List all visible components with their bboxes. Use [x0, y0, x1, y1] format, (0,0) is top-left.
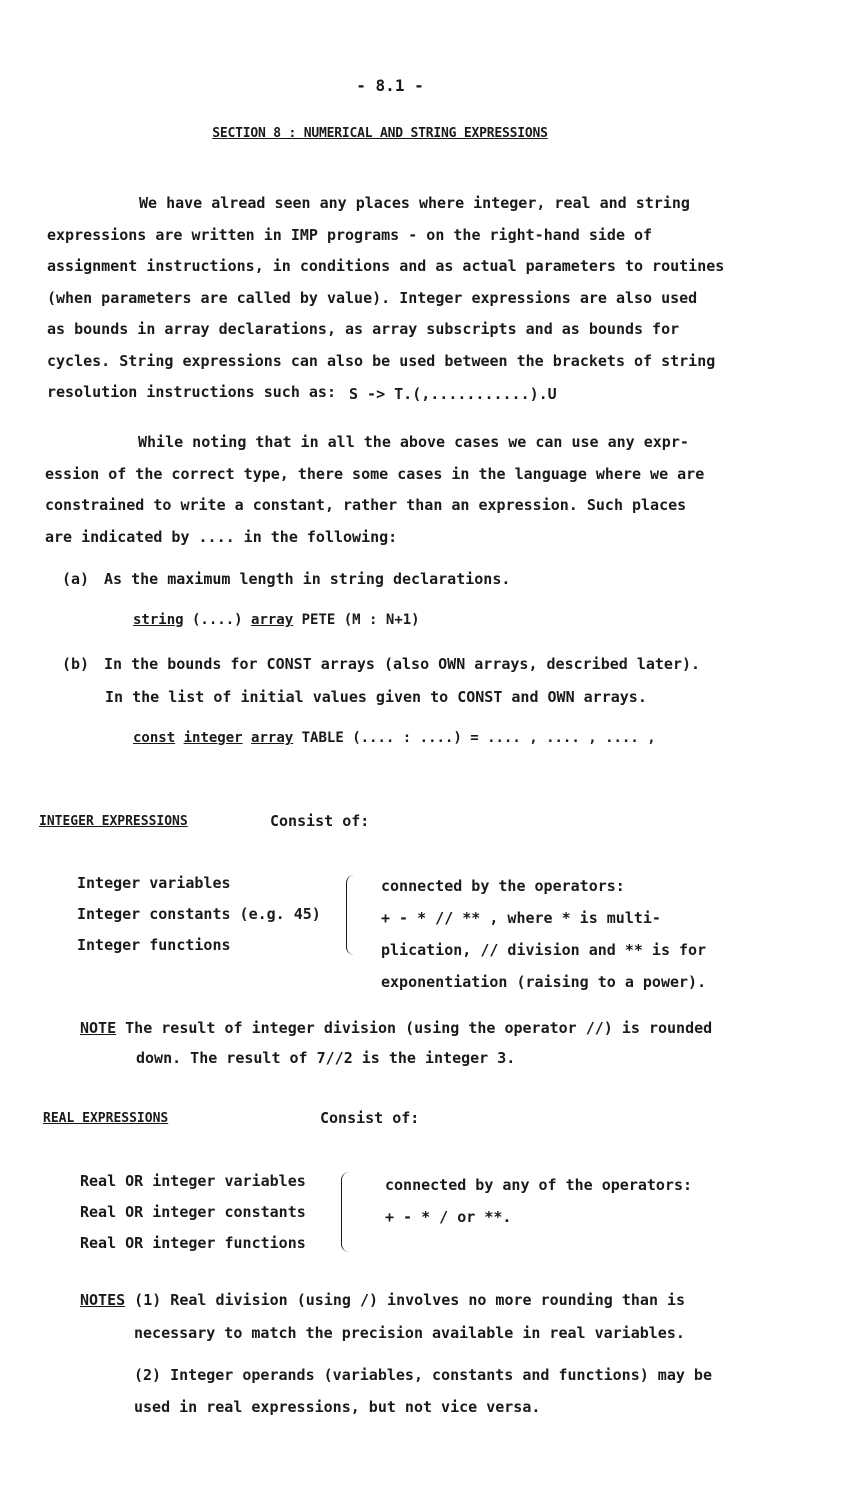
- case-b-label: (b): [62, 655, 90, 673]
- real-operands: [80, 1166, 306, 1259]
- integer-brace: [346, 875, 357, 955]
- case-b-text-2: In the list of initial values given to CONST and OWN arrays.: [105, 688, 647, 706]
- intro-line: resolution instructions such as:: [47, 383, 336, 401]
- real-operand: Real OR integer variables: [80, 1172, 306, 1190]
- case-a-label: (a): [62, 570, 90, 588]
- real-operator-line: connected by any of the operators:: [385, 1176, 693, 1194]
- constant-line: While noting that in all the above cases we can use any expr-: [138, 433, 689, 451]
- keyword-array: array: [251, 612, 294, 628]
- keyword-string: string: [133, 612, 184, 628]
- intro-line: expressions are written in IMP programs - on the right-hand side of: [47, 225, 653, 244]
- intro-line: We have alread seen any places where integer, real and string: [139, 194, 690, 212]
- constant-line: constrained to write a constant, rather than an expression. Such places: [45, 496, 687, 514]
- real-operator-line: + - * / or **.: [385, 1208, 512, 1226]
- integer-operator-line: + - * // ** , where * is multi-: [381, 909, 661, 927]
- real-note-1-line-2: necessary to match the precision available in real variables.: [134, 1324, 685, 1342]
- real-note-2-line-2: used in real expressions, but not vice versa.: [134, 1398, 541, 1416]
- notes-label: NOTES: [80, 1291, 126, 1309]
- integer-operand: Integer functions: [77, 936, 231, 954]
- resolution-example: S -> T.(,...........).U: [349, 385, 557, 403]
- case-a-text: As the maximum length in string declarations.: [104, 570, 511, 588]
- real-operand: Real OR integer functions: [80, 1234, 306, 1252]
- case-a-code: [133, 612, 420, 628]
- integer-operands: [77, 868, 321, 961]
- case-b-code: [133, 730, 656, 746]
- code-text: PETE (M : N+1): [293, 612, 420, 628]
- constant-line: ession of the correct type, there some cases in the language where we are: [45, 464, 705, 483]
- intro-line: assignment instructions, in conditions and as actual parameters to routines: [47, 257, 725, 275]
- integer-operand: Integer variables: [77, 874, 231, 892]
- code-text: (....): [183, 612, 252, 628]
- real-note-2: (2) Integer operands (variables, constants and functions) may be: [134, 1366, 712, 1384]
- intro-line: (when parameters are called by value). Integer expressions are also used: [47, 288, 698, 307]
- code-text: TABLE (.... : ....) = .... , .... , .... ,: [293, 730, 656, 746]
- integer-note-line-2: down. The result of 7//2 is the integer 3.: [136, 1049, 516, 1067]
- note-label: NOTE: [80, 1019, 117, 1037]
- integer-operators: [381, 870, 706, 998]
- integer-operator-line: connected by the operators:: [381, 877, 625, 895]
- real-note-1: [80, 1285, 685, 1315]
- case-a: [62, 570, 510, 588]
- integer-operator-line: exponentiation (raising to a power).: [381, 973, 707, 991]
- intro-paragraph: [47, 188, 724, 409]
- intro-line: cycles. String expressions can also be used between the brackets of string: [47, 351, 716, 370]
- case-b: [62, 655, 700, 673]
- keyword-integer: integer: [183, 730, 243, 746]
- integer-operator-line: plication, // division and ** is for: [381, 941, 707, 959]
- integer-operand: Integer constants (e.g. 45): [77, 905, 321, 923]
- integer-expressions-heading: INTEGER EXPRESSIONS: [39, 814, 188, 829]
- integer-consist: Consist of:: [270, 812, 370, 830]
- real-expressions-heading: REAL EXPRESSIONS: [43, 1111, 169, 1126]
- note-text: The result of integer division (using the operator //) is rounded: [116, 1019, 713, 1037]
- keyword-array: array: [251, 730, 294, 746]
- page-number: - 8.1 -: [356, 76, 424, 95]
- real-brace: [341, 1172, 352, 1252]
- real-operand: Real OR integer constants: [80, 1203, 306, 1221]
- keyword-const: const: [133, 730, 176, 746]
- integer-note: [80, 1013, 712, 1043]
- real-operators: [385, 1169, 692, 1233]
- section-title: SECTION 8 : NUMERICAL AND STRING EXPRESSIONS: [212, 126, 548, 141]
- constant-paragraph: [45, 427, 704, 553]
- constant-line: are indicated by .... in the following:: [45, 527, 398, 546]
- real-consist: Consist of:: [320, 1109, 420, 1127]
- case-b-text: In the bounds for CONST arrays (also OWN arrays, described later).: [104, 655, 701, 673]
- note-text: (1) Real division (using /) involves no more rounding than is: [125, 1291, 686, 1309]
- intro-line: as bounds in array declarations, as array subscripts and as bounds for: [47, 320, 680, 338]
